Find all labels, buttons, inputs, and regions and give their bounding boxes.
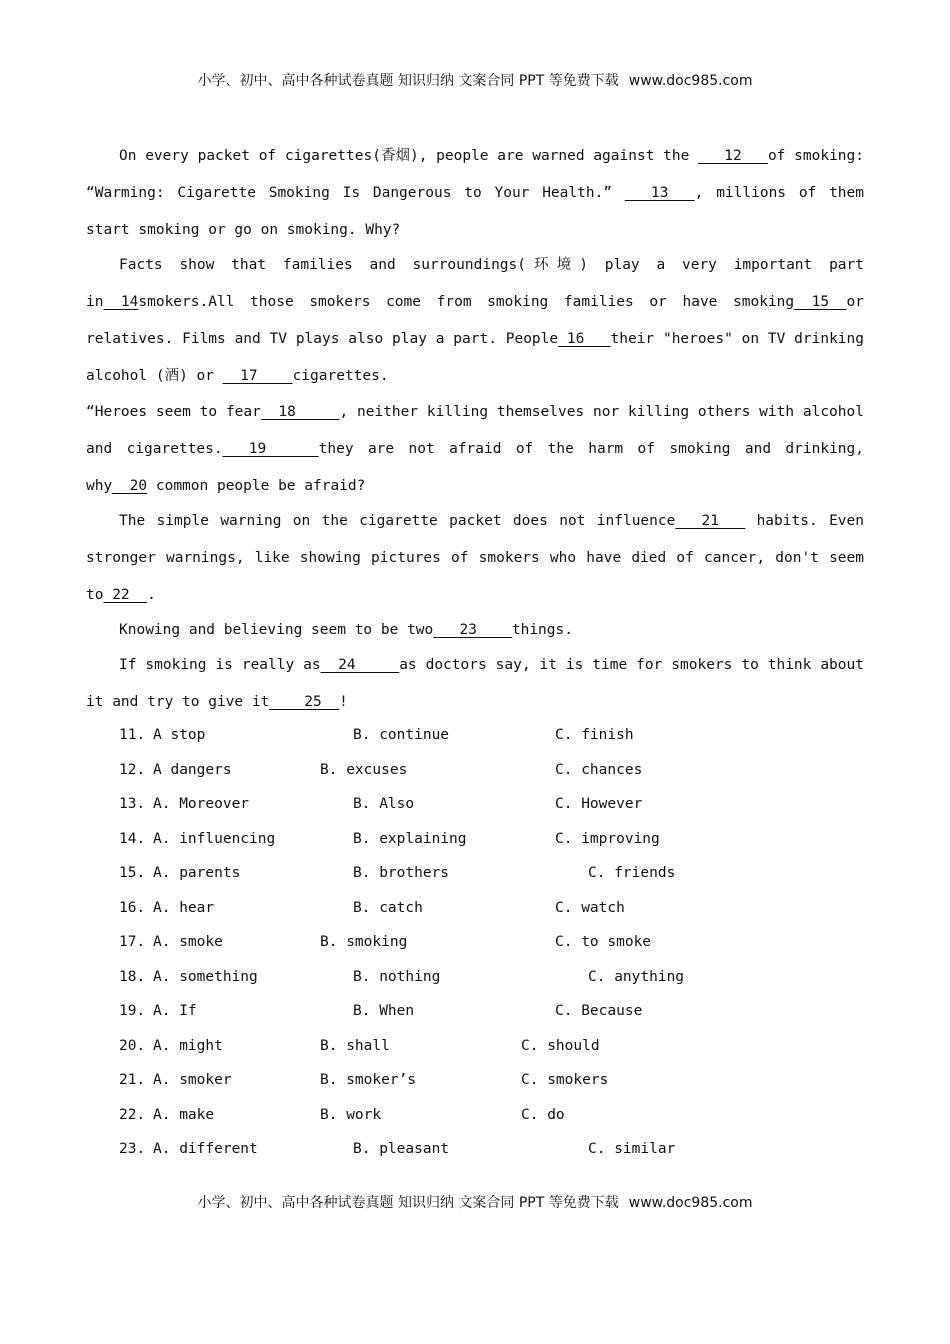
option-b: B. continue [353, 727, 450, 743]
option-a: A. smoker [153, 1072, 232, 1088]
option-a: A. smoke [153, 934, 223, 950]
question-number: 22. [119, 1107, 146, 1123]
option-a: A. might [153, 1038, 223, 1054]
question-number: 11. [119, 727, 146, 743]
question-number: 20. [119, 1038, 146, 1054]
blank-16: _16___ [558, 331, 611, 347]
option-c: C. finish [555, 727, 634, 743]
question-number: 18. [119, 969, 146, 985]
option-c: C. to smoke [555, 934, 652, 950]
option-c: C. do [521, 1107, 565, 1123]
p2-text-f: cigarettes. [292, 368, 389, 384]
option-b: B. smoking [320, 934, 408, 950]
blank-18: __18_____ [260, 404, 340, 420]
passage-paragraph-4 [86, 503, 864, 614]
question-number: 16. [119, 900, 146, 916]
option-b: B. catch [353, 900, 423, 916]
option-a: A. different [153, 1141, 258, 1157]
blank-19: ___19______ [222, 441, 319, 457]
question-number: 13. [119, 796, 146, 812]
p6-text-c: as doctors say, it is time for smokers to think about it and try to give it [86, 657, 864, 710]
option-a: A. make [153, 1107, 215, 1123]
question-number: 12. [119, 762, 146, 778]
page-header [0, 70, 950, 90]
p4-text-c: habits. Even stronger warnings, like showing pictures of smokers who have died of cancer, don't seem to [86, 513, 864, 603]
blank-23: ___23____ [433, 622, 512, 638]
p2-text-e: their "heroes" on TV drinking alcohol (酒) or [86, 331, 864, 384]
option-b: B. explaining [353, 831, 467, 847]
option-c: C. friends [588, 865, 676, 881]
option-b: B. When [353, 1003, 415, 1019]
p1-text-c: of smoking: “Warming: Cigarette Smoking Is Dangerous to Your Health.” [86, 148, 864, 201]
header-text: 小学、初中、高中各种试卷真题 知识归纳 文案合同 PPT 等免费下载 [197, 73, 619, 89]
p6-text-a: If smoking is really as [119, 657, 321, 673]
option-c: C. anything [588, 969, 685, 985]
p3-text-d: they are not afraid of the harm of smoking and drinking, why [86, 441, 864, 494]
option-c: C. chances [555, 762, 643, 778]
p1-text-d: , millions of them start smoking or go on smoking. Why? [86, 185, 864, 238]
p2-text-d: or relatives. Films and TV plays also play a part. People [86, 294, 864, 347]
header-site: www.doc985.com [628, 73, 753, 89]
passage-paragraph-5 [86, 612, 864, 649]
option-a: A. something [153, 969, 258, 985]
option-a: A stop [153, 727, 206, 743]
p6-text-d: ! [339, 694, 348, 710]
p3-text-e: common people be afraid? [147, 478, 366, 494]
option-a: A dangers [153, 762, 232, 778]
p5-text-c: things. [511, 622, 573, 638]
option-b: B. Also [353, 796, 415, 812]
option-b: B. excuses [320, 762, 408, 778]
option-b: B. pleasant [353, 1141, 450, 1157]
blank-25: ____25__ [269, 694, 340, 710]
option-c: C. However [555, 796, 643, 812]
blank-22: _22__ [103, 587, 148, 603]
p4-text-d: . [147, 587, 156, 603]
option-b: B. shall [320, 1038, 390, 1054]
passage-paragraph-3 [86, 394, 864, 505]
option-c: C. similar [588, 1141, 676, 1157]
question-number: 14. [119, 831, 146, 847]
p3-text-a: “Heroes seem to fear [86, 404, 261, 420]
question-number: 17. [119, 934, 146, 950]
passage-paragraph-2 [86, 247, 864, 395]
page-footer [0, 1192, 950, 1212]
footer-site: www.doc985.com [628, 1195, 753, 1211]
option-b: B. work [320, 1107, 382, 1123]
option-a: A. hear [153, 900, 215, 916]
passage-paragraph-6 [86, 647, 864, 721]
p2-text-c: smokers.All those smokers come from smoking families or have smoking [138, 294, 795, 310]
footer-text: 小学、初中、高中各种试卷真题 知识归纳 文案合同 PPT 等免费下载 [197, 1195, 619, 1211]
question-number: 23. [119, 1141, 146, 1157]
p3-text-c: , neither killing themselves nor killing others with alcohol and cigarettes. [86, 404, 864, 457]
option-a: A. influencing [153, 831, 276, 847]
blank-21: ___21___ [675, 513, 746, 529]
p5-text-a: Knowing and believing seem to be two [119, 622, 434, 638]
question-number: 21. [119, 1072, 146, 1088]
blank-24: __24_____ [320, 657, 400, 673]
option-b: B. smoker’s [320, 1072, 417, 1088]
blank-14: __14 [103, 294, 139, 310]
option-b: B. nothing [353, 969, 441, 985]
blank-20: __20 [112, 478, 148, 494]
option-c: C. should [521, 1038, 600, 1054]
blank-15: __15__ [794, 294, 847, 310]
passage-paragraph-1 [86, 138, 864, 249]
p4-text-a: The simple warning on the cigarette packet does not influence [119, 513, 676, 529]
option-a: A. Moreover [153, 796, 250, 812]
blank-12: ___12___ [698, 148, 768, 164]
option-a: A. parents [153, 865, 241, 881]
question-number: 19. [119, 1003, 146, 1019]
p2-text-a: Facts show that families and surroundings(环境) play a very important part in [86, 257, 864, 310]
option-c: C. Because [555, 1003, 643, 1019]
p1-text-a: On every packet of cigarettes(香烟), people are warned against the [119, 148, 699, 164]
option-c: C. smokers [521, 1072, 609, 1088]
blank-13: ___13___ [624, 185, 695, 201]
option-b: B. brothers [353, 865, 450, 881]
option-c: C. watch [555, 900, 625, 916]
blank-17: __17____ [222, 368, 293, 384]
question-number: 15. [119, 865, 146, 881]
option-a: A. If [153, 1003, 197, 1019]
option-c: C. improving [555, 831, 660, 847]
